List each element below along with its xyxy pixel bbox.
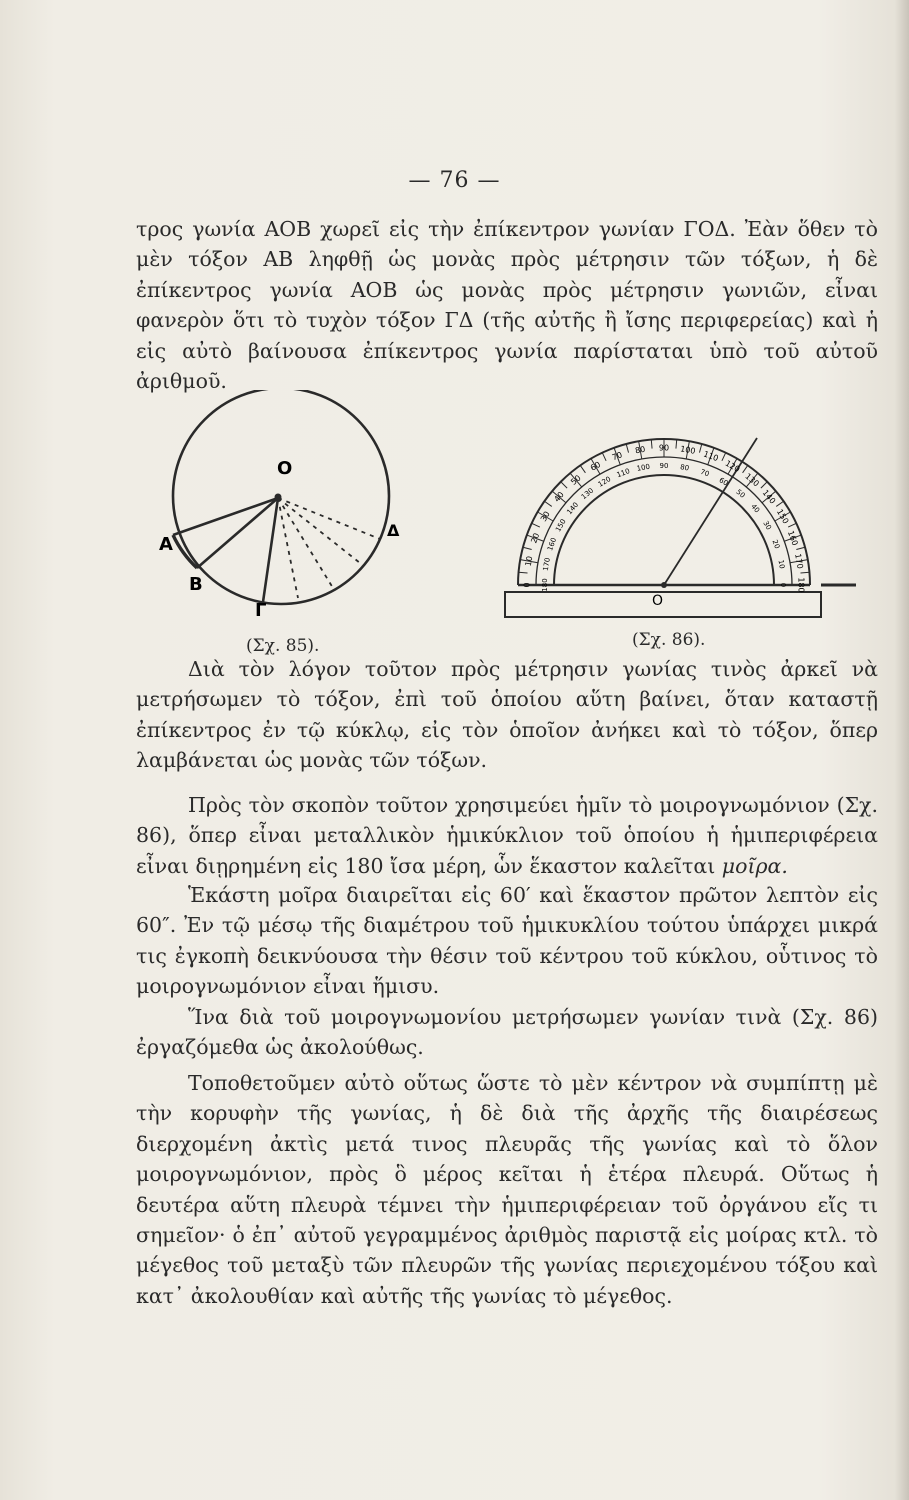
- figure-86-protractor: [500, 420, 860, 650]
- scale-tick: [561, 482, 567, 488]
- scale-tick: [544, 501, 551, 506]
- scale-label: 150: [774, 507, 791, 526]
- page-number: — 76 —: [408, 168, 501, 193]
- dashed-radius-3: [278, 498, 380, 539]
- figure-85-circle-diagram: [155, 390, 405, 620]
- scale-label: 120: [723, 458, 742, 475]
- paragraph-3: [136, 790, 878, 881]
- arc-ab: [173, 535, 197, 568]
- scale-label: 10: [523, 555, 535, 568]
- scale-label: 10: [776, 559, 786, 570]
- scale-tick: [523, 547, 532, 549]
- protractor-center: [661, 582, 667, 588]
- scale-label: 130: [579, 486, 596, 502]
- scale-label: 80: [634, 444, 647, 456]
- label-d: Δ: [387, 521, 400, 540]
- scale-label: 140: [760, 488, 778, 506]
- scale-label: 90: [658, 443, 670, 453]
- center-point: [275, 494, 282, 501]
- scale-tick: [626, 444, 628, 453]
- scale-tick: [580, 465, 585, 472]
- scale-label: 40: [749, 502, 762, 515]
- label-o-protractor: O: [652, 593, 664, 609]
- scale-label: 70: [699, 467, 711, 479]
- outer-arc: [518, 439, 810, 588]
- radius-ob: [197, 498, 278, 568]
- scale-label: 60: [588, 459, 603, 473]
- paragraph-5: [136, 1002, 878, 1063]
- scale-tick: [776, 501, 783, 506]
- radius-oa: [173, 498, 278, 535]
- scale-label: 70: [610, 450, 624, 463]
- scale-label: 140: [565, 500, 581, 517]
- scale-label: 80: [679, 463, 690, 473]
- scale-label: 110: [615, 467, 631, 480]
- page-edge-shadow: [895, 0, 909, 1500]
- scale-label: 0: [522, 582, 532, 588]
- scale-tick: [722, 453, 726, 461]
- label-o: O: [277, 458, 293, 479]
- scale-tick: [699, 444, 701, 453]
- scale-label: 90: [659, 462, 669, 470]
- paragraph-1: τρος γωνία ΑΟΒ χωρεῖ εἰς τὴν ἐπίκεντρον γωνίαν ΓΟΔ. Ἐὰν ὅθεν τὸ μὲν τόξον ΑΒ ληφθῇ ὡς μονὰς πρὸς μέτρησιν τῶν τόξων, ἡ δὲ ἐπίκεντρος γωνία ΑΟΒ ὡς μονὰς πρὸς μέτρησιν γωνιῶν, εἶναι φανερὸν ὅτι τὸ τυχὸν τόξον ΓΔ (τῆς αὐτῆς ἢ ἴσης περιφερείας) καὶ ἡ εἰς αὐτὸ βαίνουσα ἐπίκεντρος γωνία παρίσταται ὑπὸ τοῦ αὐτοῦ ἀριθμοῦ.: [136, 217, 878, 394]
- scale-tick: [788, 523, 796, 527]
- scale-tick: [800, 572, 809, 573]
- scale-label: 40: [552, 490, 566, 504]
- scale-ticks: [518, 439, 810, 588]
- scale-tick: [761, 482, 767, 488]
- scale-tick: [651, 440, 652, 449]
- scale-tick: [602, 453, 606, 461]
- scale-label: 20: [770, 538, 782, 550]
- scale-tick: [519, 572, 528, 573]
- caption-fig-86: (Σχ. 86).: [632, 630, 706, 650]
- scale-tick: [676, 440, 677, 449]
- scale-label: 180: [541, 578, 549, 592]
- label-g: Γ: [255, 600, 267, 620]
- radius-oc: [263, 498, 278, 602]
- paragraph-2-text: Διὰ τὸν λόγον τοῦτον πρὸς μέτρησιν γωνίας τινὸς ἀρκεῖ νὰ μετρήσωμεν τὸ τόξον, ἐπὶ τοῦ ὁποίου αὕτη βαίνει, ὅταν καταστῇ ἐπίκεντρος ἐν τῷ κύκλῳ, εἰς τὸν ὁποῖον ἀνήκει καὶ τὸ τόξον, ὅπερ λαμβάνεται ὡς μονὰς τῶν τόξων.: [136, 657, 878, 773]
- scale-label: 60: [717, 476, 730, 488]
- scale-label: 160: [785, 529, 800, 547]
- scale-label: 30: [761, 519, 773, 532]
- scale-label: 50: [569, 473, 583, 487]
- scale-label: 160: [546, 536, 559, 552]
- scale-label: 100: [636, 462, 651, 473]
- scale-label: 180: [796, 577, 806, 593]
- scale-label: 170: [793, 552, 805, 570]
- scale-label: 0: [779, 582, 787, 588]
- paragraph-4: [136, 880, 878, 1002]
- label-b: B: [189, 574, 203, 595]
- caption-fig-85: (Σχ. 85).: [246, 636, 320, 656]
- scale-label: 50: [734, 487, 747, 500]
- scale-label: 150: [554, 517, 568, 534]
- paragraph-4-text: Ἑκάστη μοῖρα διαιρεῖται εἰς 60′ καὶ ἕκαστον πρῶτον λεπτὸν εἰς 60″. Ἐν τῷ μέσῳ τῆς διαμέτρου τοῦ ἡμικυκλίου τούτου ὑπάρχει μικρά τις ἐγκοπὴ δεικνύουσα τὴν θέσιν τοῦ κέντρου τοῦ κύκλου, οὗτινος τὸ μοιρογνωμόνιον εἶναι ἥμισυ.: [136, 883, 878, 999]
- label-a: A: [159, 534, 173, 555]
- scale-label: 120: [596, 475, 613, 489]
- scale-tick: [796, 547, 805, 549]
- paragraph-3-text: Πρὸς τὸν σκοπὸν τοῦτον χρησιμεύει ἡμῖν τὸ μοιρογνωμόνιον (Σχ. 86), ὅπερ εἶναι μεταλλικὸν ἡμικύκλιον τοῦ ὁποίου ἡ ἡμιπεριφέρεια εἶναι διῃρημένη εἰς 180 ἴσα μέρη, ὧν ἕκαστον καλεῖται: [136, 793, 878, 878]
- scale-label: 110: [702, 449, 720, 464]
- scale-label: 170: [541, 557, 552, 572]
- scale-label: 130: [743, 471, 761, 489]
- paragraph-5-text: Ἵνα διὰ τοῦ μοιρογνωμονίου μετρήσωμεν γωνίαν τινὰ (Σχ. 86) ἐργαζόμεθα ὡς ἀκολούθως.: [136, 1005, 878, 1060]
- paragraph-6: [136, 1068, 878, 1311]
- term-moira: μοῖρα.: [721, 853, 788, 878]
- scale-tick: [532, 523, 540, 527]
- scale-tick: [743, 465, 748, 472]
- paragraph-2: [136, 654, 878, 776]
- dashed-radius-2: [278, 498, 360, 563]
- scale-label: 30: [538, 509, 552, 524]
- paragraph-6-text: Τοποθετοῦμεν αὐτὸ οὕτως ὥστε τὸ μὲν κέντρον νὰ συμπίπτῃ μὲ τὴν κορυφὴν τῆς γωνίας, ἡ δὲ διὰ τῆς ἀρχῆς τῆς διαιρέσεως διερχομένη ἀκτὶς μετά τινος πλευρᾶς τῆς γωνίας καὶ τὸ ὅλον μοιρογνωμόνιον, πρὸς ὃ μέρος κεῖται ἡ ἑτέρα πλευρά. Οὕτως ἡ δευτέρα αὕτη πλευρὰ τέμνει τὴν ἡμιπεριφέρειαν τοῦ ὀργάνου εἴς τι σημεῖον· ὁ ἐπ᾽ αὐτοῦ γεγραμμένος ἀριθμὸς παριστᾷ εἰς μοίρας κτλ. τὸ μέγεθος τοῦ μεταξὺ τῶν πλευρῶν τῆς γωνίας περιεχομένου τόξου καὶ κατ᾽ ἀκολουθίαν καὶ αὐτῆς τῆς γωνίας τὸ μέγεθος.: [136, 1071, 878, 1308]
- scale-label: 100: [679, 444, 697, 456]
- scale-label: 20: [529, 531, 542, 545]
